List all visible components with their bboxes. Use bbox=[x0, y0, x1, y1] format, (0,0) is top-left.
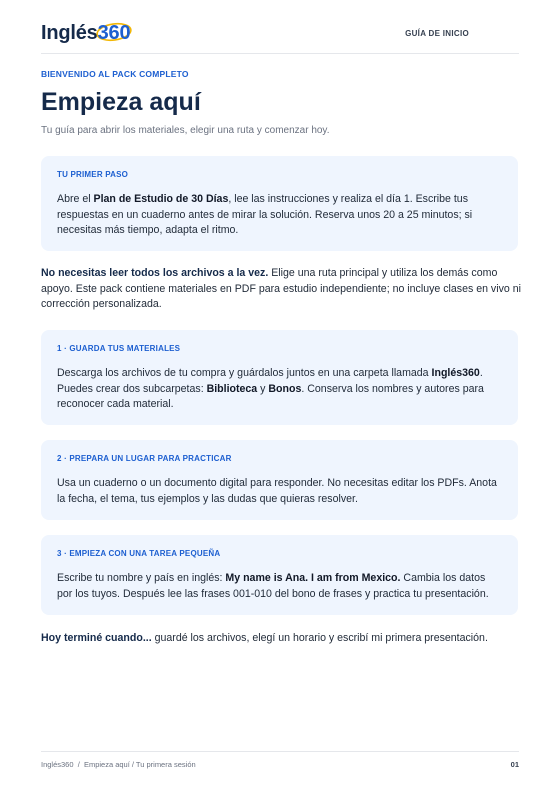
card-label: 2 · PREPARA UN LUGAR PARA PRACTICAR bbox=[57, 454, 232, 463]
card-body: Escribe tu nombre y país en inglés: My name is Ana. I am from Mexico. Cambia los datos por los tuyos. Después lee las frases 001-010 del bono de frases y practica tu presentación. bbox=[57, 572, 489, 600]
card-label: 1 · GUARDA TUS MATERIALES bbox=[57, 344, 181, 353]
logo-number: 360 bbox=[98, 22, 131, 44]
card-body: Abre el Plan de Estudio de 30 Días, lee las instrucciones y realiza el día 1. Escribe tus respuestas en un cuaderno antes de mirar la solución. Reserva unos 20 a 25 minutos; si necesitas más tiempo, adapta el ritmo. bbox=[57, 193, 473, 236]
card-body: Usa un cuaderno o un documento digital para responder. No necesitas editar los PDFs. Anota la fecha, el tema, tus ejemplos y las dudas que quieras resolver. bbox=[57, 477, 497, 505]
logo-text: Inglés bbox=[41, 22, 98, 44]
page-number: 01 bbox=[510, 760, 519, 769]
page-title: Empieza aquí bbox=[41, 88, 201, 116]
step-2-card bbox=[41, 440, 518, 520]
section-label: GUÍA DE INICIO bbox=[405, 29, 469, 38]
intro-paragraph: No necesitas leer todos los archivos a la vez. Elige una ruta principal y utiliza los demás como apoyo. Este pack contiene materiales en PDF para estudio independiente; no incluye clases en vivo ni corrección personalizada. bbox=[41, 267, 521, 310]
step-1-card bbox=[41, 330, 518, 425]
page-header bbox=[41, 18, 519, 54]
brand-logo bbox=[41, 22, 130, 45]
card-body: Descarga los archivos de tu compra y guárdalos juntos en una carpeta llamada Inglés360. Puedes crear dos subcarpetas: Biblioteca y Bonos. Conserva los nombres y autores para reconocer cada material. bbox=[57, 367, 484, 410]
card-label: 3 · EMPIEZA CON UNA TAREA PEQUEÑA bbox=[57, 549, 221, 558]
first-step-card bbox=[41, 156, 518, 251]
done-paragraph: Hoy terminé cuando... guardé los archivos, elegí un horario y escribí mi primera presentación. bbox=[41, 632, 488, 644]
card-label: TU PRIMER PASO bbox=[57, 170, 129, 179]
page-subtitle: Tu guía para abrir los materiales, elegir una ruta y comenzar hoy. bbox=[41, 125, 330, 136]
page-footer bbox=[41, 751, 519, 769]
eyebrow-label: BIENVENIDO AL PACK COMPLETO bbox=[41, 69, 189, 79]
footer-breadcrumb: Inglés360 / Empieza aquí / Tu primera sesión bbox=[41, 760, 196, 769]
step-3-card bbox=[41, 535, 518, 615]
